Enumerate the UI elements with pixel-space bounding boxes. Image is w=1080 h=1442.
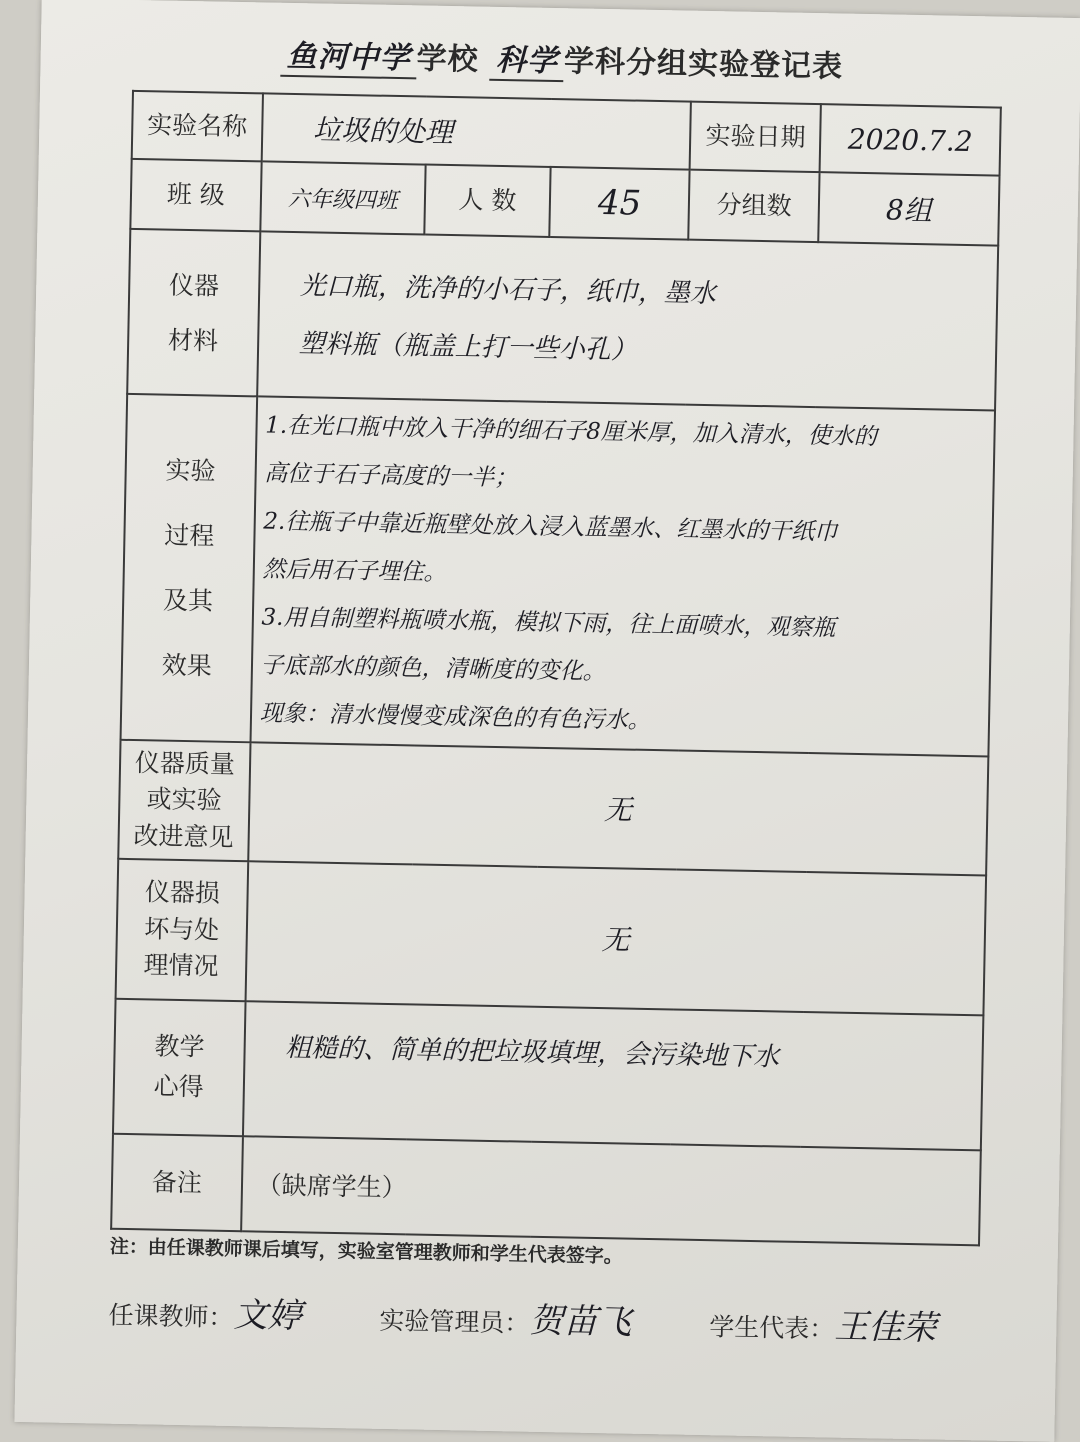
damage-label-line: 仪器损: [144, 877, 221, 909]
row-damage: [116, 859, 987, 1016]
experiment-table: [110, 90, 1002, 1246]
admin-signature-block: [379, 1300, 639, 1343]
process-line: 现象：清水慢慢变成深色的有色污水。: [259, 700, 651, 734]
process-line: 子底部水的颜色，清晰度的变化。: [260, 652, 606, 686]
remark-label: 备注: [111, 1133, 242, 1230]
damage-label-line: 理情况: [143, 950, 219, 981]
reflection-value: 粗糙的、简单的把垃圾填埋，会污染地下水: [243, 1001, 984, 1150]
row-reflection: [113, 998, 983, 1150]
quality-label: [118, 740, 250, 861]
groups-label: 分组数: [689, 170, 820, 242]
class-value: 六年级四班: [260, 161, 426, 234]
teacher-signature-block: [108, 1295, 309, 1337]
damage-label: [116, 859, 248, 1001]
admin-signature: 贺苗飞: [529, 1300, 632, 1343]
student-signature: 王佳荣: [833, 1306, 937, 1349]
equipment-label-line: 材料: [167, 325, 219, 356]
process-label-line: 过程: [164, 520, 215, 551]
admin-label: 实验管理员：: [379, 1305, 530, 1338]
school-name: 鱼河中学: [280, 31, 417, 80]
subject-name: 科学: [490, 35, 565, 82]
groups-value: 8组: [818, 172, 999, 245]
row-remark: [111, 1133, 981, 1245]
process-label-line: 效果: [161, 650, 213, 681]
student-signature-block: [709, 1306, 937, 1349]
teacher-signature: 文婷: [233, 1295, 302, 1337]
process-line: 然后用石子埋住。: [262, 556, 447, 587]
reflection-label-line: 教学: [154, 1031, 205, 1062]
quality-label-line: 或实验: [146, 784, 223, 815]
quality-label-line: 仪器质量: [134, 748, 236, 779]
name-label: 实验名称: [132, 91, 263, 161]
reflection-label-line: 心得: [153, 1071, 204, 1102]
process-line: 1.在光口瓶中放入干净的细石子8厘米厚，加入清水，使水的: [264, 412, 877, 451]
reflection-label: [113, 998, 245, 1135]
date-label: 实验日期: [690, 102, 821, 172]
registration-sheet: [14, 0, 1080, 1442]
row-quality: [118, 740, 988, 875]
process-line: 2.往瓶子中靠近瓶壁处放入浸入蓝墨水、红墨水的干纸巾: [263, 508, 838, 546]
equipment-value: [257, 231, 998, 410]
damage-value: 无: [245, 861, 986, 1015]
process-value: [250, 396, 995, 756]
signature-row: [108, 1285, 1009, 1351]
process-label-line: 实验: [165, 455, 216, 486]
class-label: 班 级: [130, 159, 261, 231]
equipment-line: 光口瓶，洗净的小石子，纸巾，墨水: [299, 270, 717, 309]
count-value: 45: [549, 167, 690, 240]
process-label: [121, 394, 257, 742]
remark-value: （缺席学生）: [241, 1136, 981, 1245]
student-label: 学生代表：: [709, 1312, 835, 1344]
equipment-line: 塑料瓶（瓶盖上打一些小孔）: [298, 328, 638, 366]
process-label-line: 及其: [162, 585, 214, 616]
title-suffix: 学科分组实验登记表: [563, 44, 844, 85]
footnote: 注：由任课教师课后填写，实验室管理教师和学生代表签字。: [109, 1235, 623, 1268]
equipment-label: [127, 229, 260, 396]
school-suffix: 学校: [416, 41, 479, 78]
damage-label-line: 坏与处: [143, 913, 220, 945]
equipment-label-line: 仪器: [168, 270, 220, 301]
row-equipment: [127, 229, 998, 411]
date-value: 2020.7.2: [820, 104, 1001, 175]
form-title: [280, 31, 843, 88]
quality-label-line: 改进意见: [133, 820, 234, 852]
teacher-label: 任课教师：: [108, 1300, 234, 1333]
count-label: 人 数: [424, 165, 550, 237]
row-process: [121, 394, 995, 757]
quality-value: 无: [248, 742, 989, 875]
process-line: 高位于石子高度的一半；: [264, 460, 518, 492]
name-value: 垃圾的处理: [261, 93, 691, 169]
process-line: 3.用自制塑料瓶喷水瓶，模拟下雨，往上面喷水，观察瓶: [261, 604, 836, 642]
